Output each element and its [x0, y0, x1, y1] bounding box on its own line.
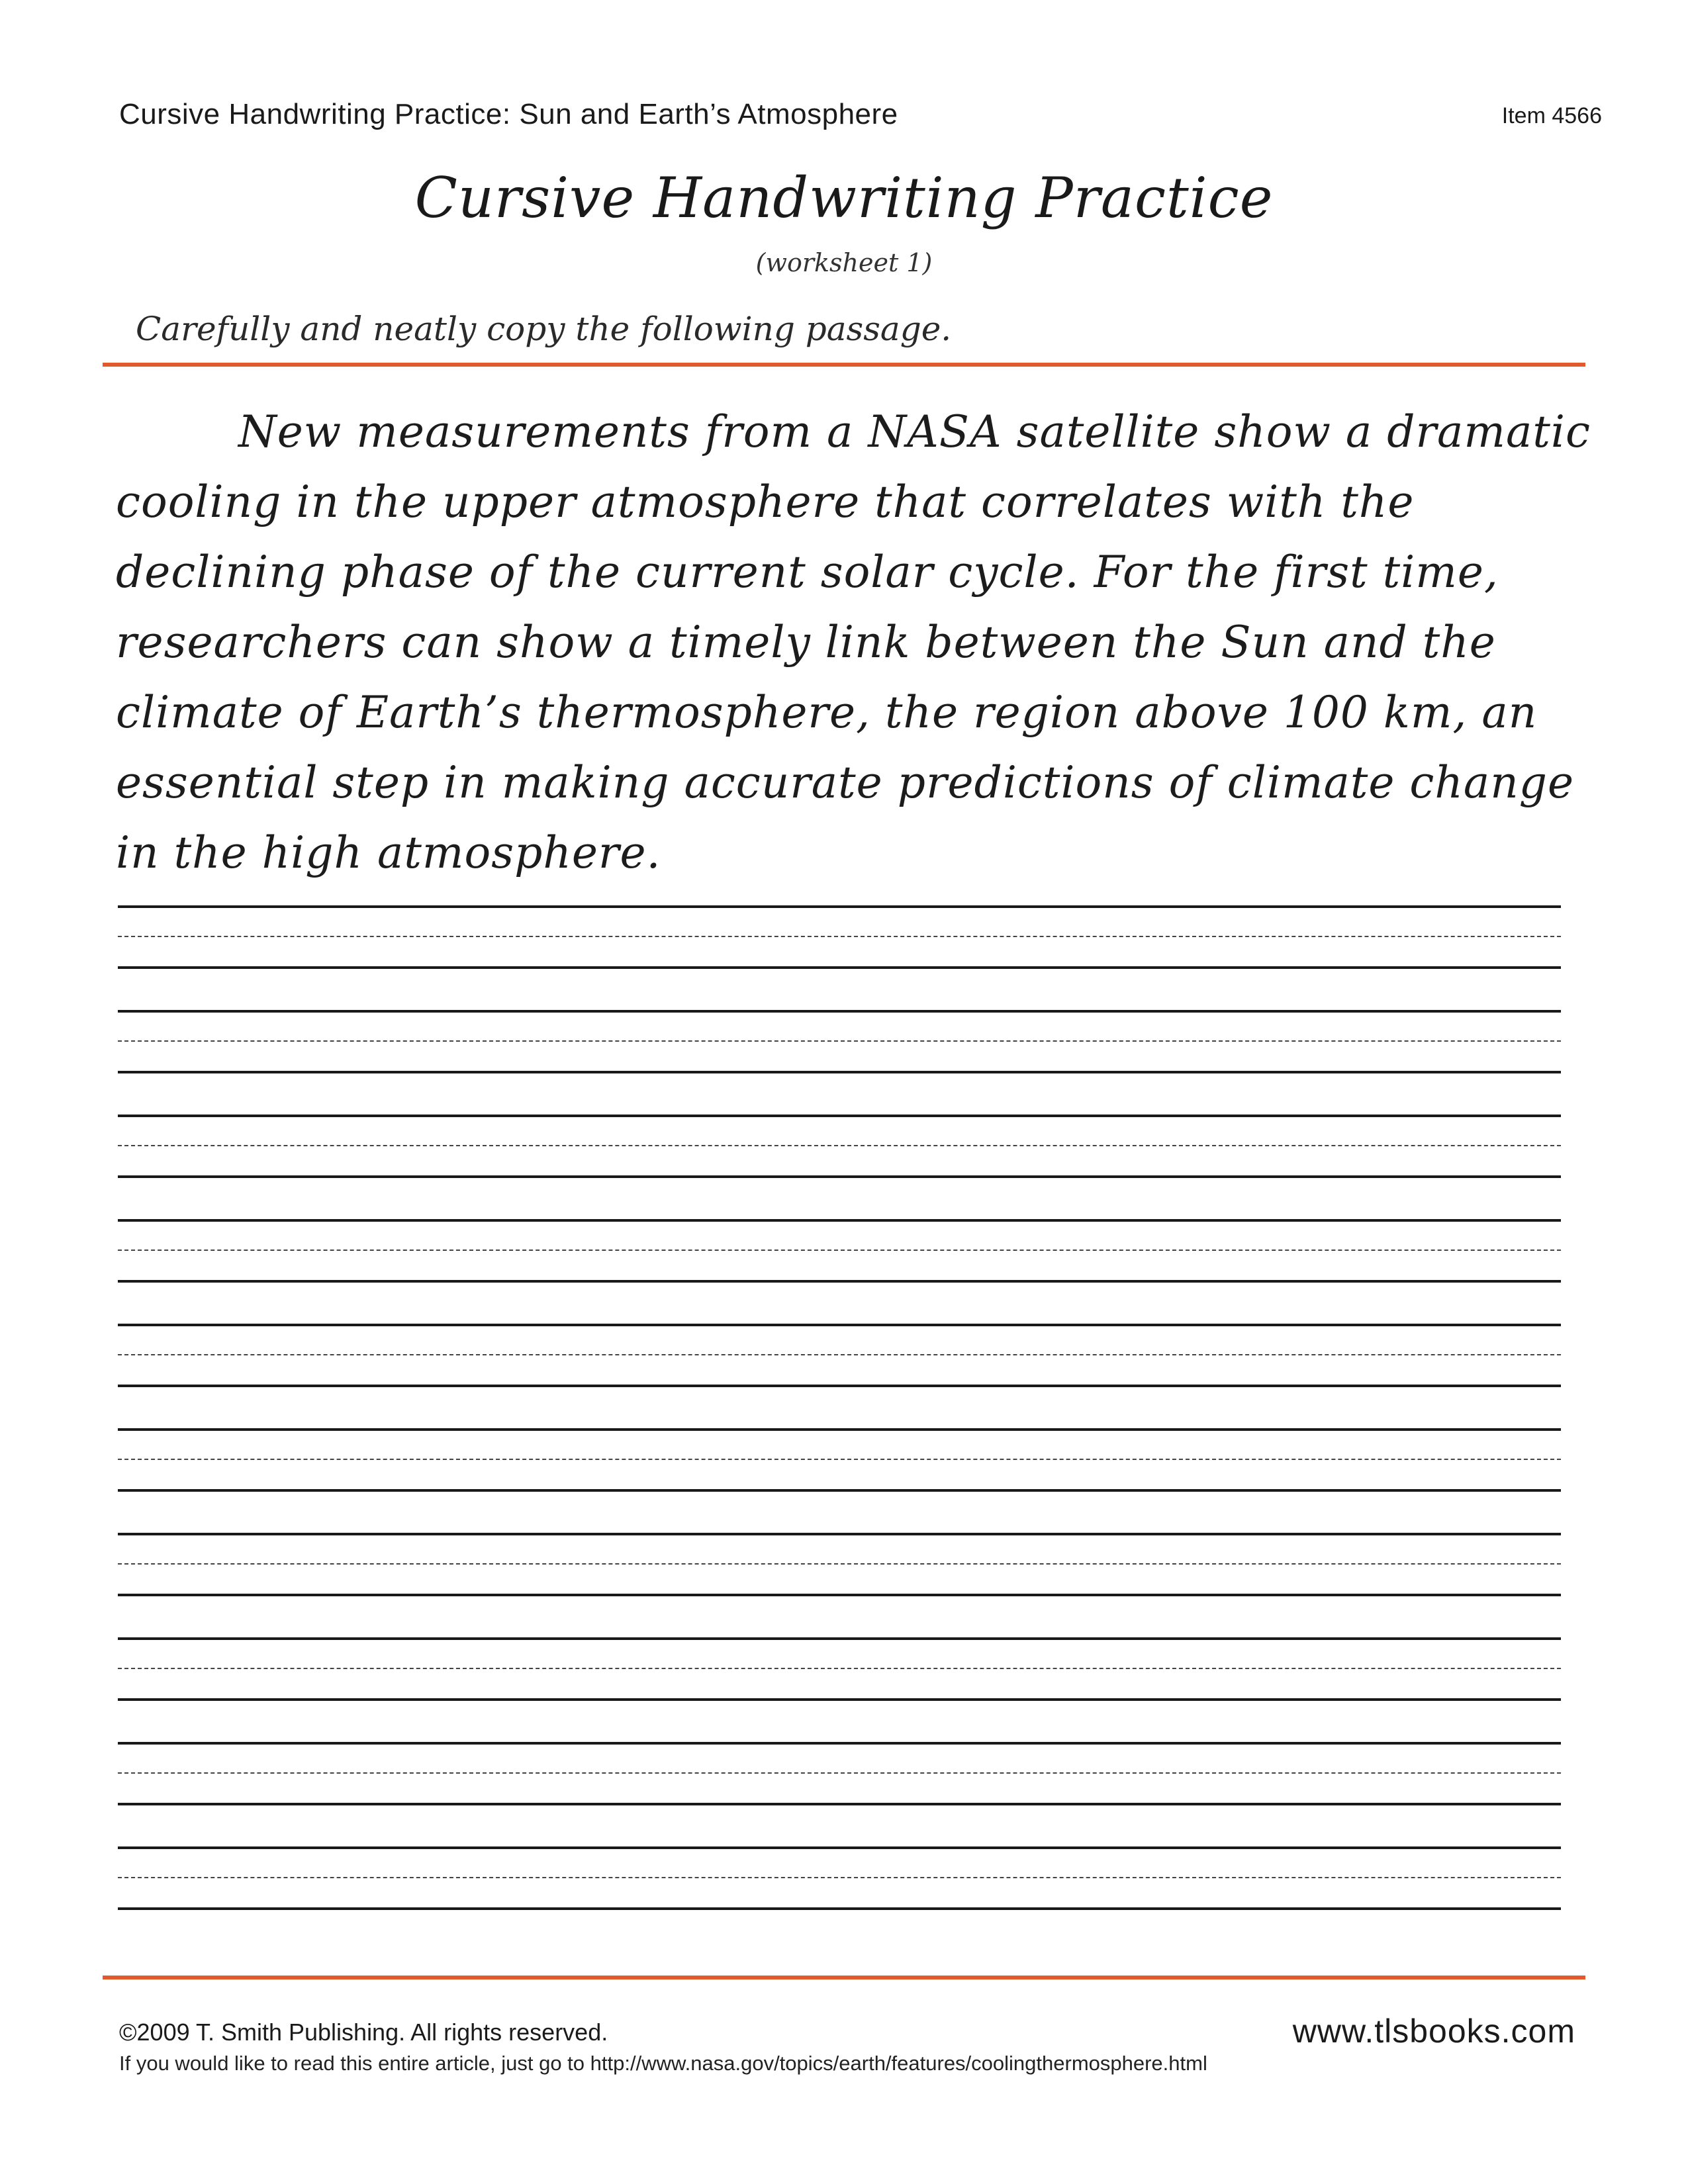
top-divider: [103, 363, 1585, 367]
practice-mid-line: [118, 1250, 1561, 1251]
practice-line-set: [118, 1219, 1561, 1324]
practice-top-line: [118, 1637, 1561, 1640]
practice-base-line: [118, 1803, 1561, 1805]
item-number: Item 4566: [1501, 103, 1602, 128]
practice-base-line: [118, 1698, 1561, 1701]
practice-top-line: [118, 1846, 1561, 1849]
practice-top-line: [118, 1428, 1561, 1431]
practice-base-line: [118, 1175, 1561, 1178]
practice-mid-line: [118, 1877, 1561, 1878]
bottom-divider: [103, 1976, 1585, 1979]
header-title: Cursive Handwriting Practice: Sun and Earth’s Atmosphere: [119, 98, 898, 130]
practice-line-set: [118, 1115, 1561, 1219]
practice-base-line: [118, 966, 1561, 969]
practice-line-set: [118, 1428, 1561, 1533]
footer-copyright: ©2009 T. Smith Publishing. All rights reserved.: [119, 2019, 608, 2046]
practice-top-line: [118, 1010, 1561, 1013]
practice-mid-line: [118, 1354, 1561, 1355]
practice-top-line: [118, 1324, 1561, 1326]
practice-base-line: [118, 1280, 1561, 1283]
practice-mid-line: [118, 1668, 1561, 1669]
footer-article-note: If you would like to read this entire article, just go to http://www.nasa.gov/topics/earth/features/coolingthermosphere.html: [119, 2052, 1207, 2075]
practice-base-line: [118, 1594, 1561, 1596]
practice-mid-line: [118, 1459, 1561, 1460]
practice-top-line: [118, 1533, 1561, 1535]
worksheet-title: Cursive Handwriting Practice: [414, 165, 1274, 230]
practice-mid-line: [118, 1563, 1561, 1565]
practice-top-line: [118, 1115, 1561, 1117]
passage-text: New measurements from a NASA satellite show a dramatic cooling in the upper atmosphere that correlates with the declining phase of the current solar cycle. For the first time, researchers can show a timely link between the Sun and the climate of Earth’s thermosphere, the region above 100 km, an essential step in making accurate predictions of climate change in the high atmosphere.: [116, 406, 1591, 878]
practice-top-line: [118, 1219, 1561, 1222]
footer-website: www.tlsbooks.com: [1292, 2013, 1575, 2050]
practice-mid-line: [118, 1040, 1561, 1042]
instructions: Carefully and neatly copy the following passage.: [136, 310, 952, 348]
practice-lines: [118, 905, 1561, 1951]
worksheet-subtitle: (worksheet 1): [755, 248, 933, 277]
practice-line-set: [118, 905, 1561, 1010]
practice-base-line: [118, 1071, 1561, 1073]
practice-line-set: [118, 1533, 1561, 1637]
practice-top-line: [118, 1742, 1561, 1745]
practice-base-line: [118, 1385, 1561, 1387]
practice-line-set: [118, 1846, 1561, 1951]
practice-line-set: [118, 1324, 1561, 1428]
practice-mid-line: [118, 1772, 1561, 1774]
practice-line-set: [118, 1742, 1561, 1846]
practice-top-line: [118, 905, 1561, 908]
practice-line-set: [118, 1637, 1561, 1742]
practice-mid-line: [118, 1145, 1561, 1146]
practice-base-line: [118, 1489, 1561, 1492]
practice-line-set: [118, 1010, 1561, 1115]
practice-mid-line: [118, 936, 1561, 937]
practice-base-line: [118, 1907, 1561, 1910]
